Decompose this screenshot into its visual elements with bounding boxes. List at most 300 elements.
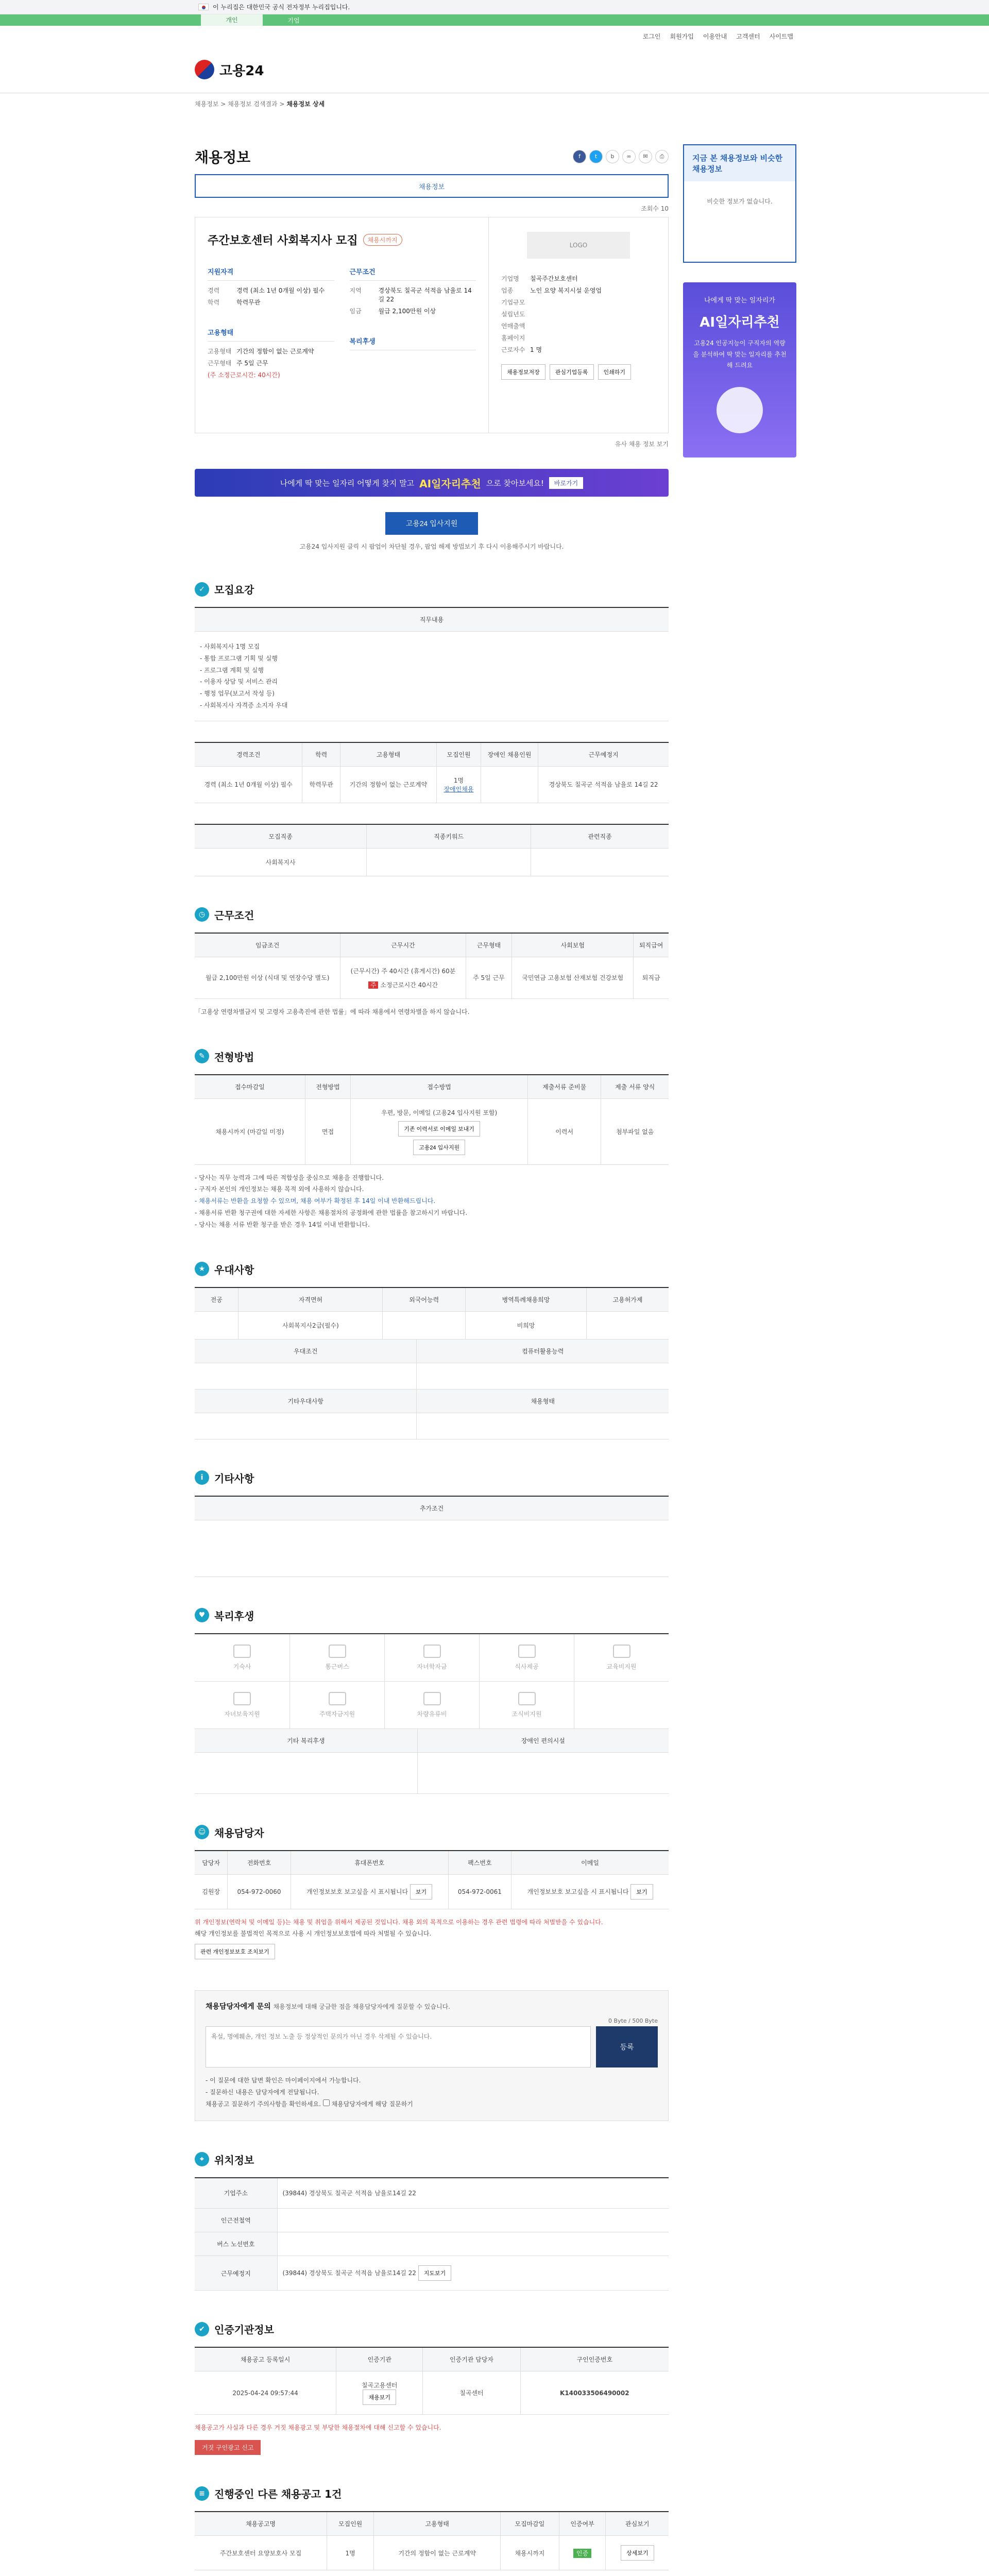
col-header: 장애인 편의시설: [417, 1729, 669, 1753]
cell: [195, 1311, 238, 1339]
section-title: 모집요강: [214, 584, 254, 596]
duty-line: - 프로그램 계획 및 실행: [200, 666, 264, 674]
duty-cell: [195, 632, 669, 721]
email-resume-button[interactable]: 기존 이력서로 이메일 보내기: [398, 1121, 480, 1137]
value: 학력무관: [236, 299, 261, 306]
job-title: 주간보호센터 사회복지사 모집: [208, 234, 358, 247]
col-header: 추가조건: [195, 1496, 669, 1520]
col-header: 제출 서류 양식: [601, 1075, 669, 1099]
cell: [559, 2536, 606, 2570]
car-icon: [423, 1692, 441, 1705]
col-header: 근무형태: [466, 933, 512, 957]
cell: 사회복지사2급(필수): [238, 1311, 383, 1339]
gov-banner: [0, 0, 989, 14]
section-title: 복리후생: [214, 1609, 254, 1622]
value: 경력 (최소 1년 0개월 이상) 필수: [236, 287, 325, 294]
welfare-item: [195, 1682, 289, 1729]
cell: 사회복지사: [195, 848, 367, 876]
cell: 비희망: [466, 1311, 587, 1339]
col-header: 근무시간: [340, 933, 466, 957]
section-title: 위치정보: [214, 2154, 254, 2166]
share-tools: [573, 150, 669, 163]
label: 근로자수: [501, 346, 525, 353]
welfare-item: [195, 1634, 289, 1682]
col-header: 인증기관 담당자: [423, 2347, 520, 2371]
cell: [436, 766, 481, 803]
breadcrumb-home[interactable]: 채용정보: [195, 100, 219, 108]
cell: [277, 2209, 669, 2232]
location-section: [195, 2152, 669, 2291]
cell: [417, 1752, 669, 1793]
contact-notes: [195, 1917, 669, 1960]
cell: 첨부파일 없음: [601, 1098, 669, 1164]
col-header: 채용형태: [417, 1389, 669, 1413]
question-input[interactable]: [206, 2026, 591, 2067]
label: 임금: [349, 308, 362, 315]
label: 연매출액: [501, 323, 525, 330]
value: [530, 333, 656, 342]
work-note: 「고용상 연령차별금지 및 고령자 고용촉진에 관한 법률」에 따라 채용에서 연령차별을 하지 않습니다.: [195, 1008, 470, 1015]
logo-icon: [195, 60, 214, 79]
cell: [195, 1363, 417, 1389]
occupation-table: [195, 824, 669, 876]
cell: [367, 848, 531, 876]
cell: [417, 1363, 669, 1389]
col-header: 직종키워드: [367, 824, 531, 849]
apply-note: 고용24 입사지원 클릭 시 팝업이 차단될 경우, 팝업 해제 방법보기 후 다시 이용해주시기 바랍니다.: [299, 543, 564, 550]
label: 학력: [208, 299, 220, 306]
col-header: 채용공고 등록일시: [195, 2347, 336, 2371]
main-content: [195, 144, 669, 2570]
page-title: 채용정보: [195, 149, 251, 166]
col-header: 기타 복리후생: [195, 1729, 417, 1753]
col-header: 모집인원: [436, 742, 481, 767]
education-icon: [613, 1645, 630, 1658]
clock-icon: ◷: [195, 907, 209, 922]
cell: 월급 2,100만원 이상 (식대 및 연장수당 별도): [195, 957, 340, 998]
col-header: 퇴직급여: [634, 933, 669, 957]
ask-title: 채용담당자에게 문의: [206, 2003, 271, 2011]
report-button[interactable]: 거짓 구인광고 신고: [195, 2440, 261, 2455]
col-header: 고용형태: [340, 742, 436, 767]
contact-section: [195, 1825, 669, 1960]
similar-jobs-panel: [683, 144, 796, 263]
cell: 퇴직금: [634, 957, 669, 998]
value: 월급 2,100만원 이상: [378, 308, 436, 315]
show-email-button[interactable]: 보기: [630, 1884, 653, 1900]
row-header: 버스 노선번호: [195, 2232, 277, 2256]
col-header: 모집직종: [195, 824, 367, 849]
facebook-icon[interactable]: f: [573, 150, 586, 163]
util-links: [0, 26, 989, 46]
cell: 기간의 정함이 없는 근로계약: [374, 2536, 501, 2570]
cert-table: [195, 2347, 669, 2415]
col-header: 우대조건: [195, 1340, 417, 1363]
note-line: - 당사는 직무 능력과 그에 따른 적합성을 중심으로 채용을 진행합니다.: [195, 1174, 384, 1181]
duty-table: [195, 607, 669, 721]
hours-note: (주 소정근로시간: 40시간): [208, 371, 280, 379]
cell: [291, 1874, 448, 1909]
label: 기업명: [501, 275, 519, 282]
ask-section: [195, 1990, 669, 2121]
process-apply-button[interactable]: 고용24 입사지원: [413, 1140, 465, 1155]
byte-count: 0 Byte / 500 Byte: [608, 2018, 658, 2025]
ad-body: 고용24 인공지능이 구직자의 역량을 분석하여 딱 맞는 일자리를 추천해 드려요: [693, 340, 787, 369]
ai-banner[interactable]: [195, 469, 669, 497]
location-table: [195, 2177, 669, 2291]
gift-icon: ♥: [195, 1608, 209, 1622]
col-header: 접수마감일: [195, 1075, 305, 1099]
value: [530, 310, 656, 318]
cell: [587, 1311, 669, 1339]
twitter-icon[interactable]: t: [589, 150, 603, 163]
address: (39844) 경상북도 칠곡군 석적읍 남율로14길 22: [282, 2269, 416, 2277]
similar-jobs-empty: 비슷한 정보가 없습니다.: [707, 198, 773, 205]
note-line: 위 개인정보(연락처 및 이메일 등)는 채용 및 취업을 위해서 제공된 것입니다. 채용 외의 목적으로 이용하는 경우 관련 법령에 따라 처벌받을 수 있습니다.: [195, 1918, 603, 1926]
welfare-label: 차량유류비: [417, 1710, 447, 1718]
duty-line: - 사회복지사 1명 모집: [200, 643, 260, 650]
cell: [511, 1874, 669, 1909]
cell: [417, 1413, 669, 1439]
welfare-label: 자녀보육지원: [224, 1710, 260, 1718]
note-line: - 질문하신 내용은 담당자에게 전달됩니다.: [206, 2088, 319, 2096]
cert-note: 채용공고가 사실과 다른 경우 거짓 채용광고 및 부당한 채용절차에 대해 신고할 수 있습니다.: [195, 2424, 441, 2432]
cell: 주 5일 근무: [466, 957, 512, 998]
col-header: 학력: [302, 742, 340, 767]
person-icon: ☺: [195, 1825, 209, 1839]
cell: 학력무관: [302, 766, 340, 803]
work-section: [195, 907, 669, 1018]
welfare-section: [195, 1608, 669, 1794]
submit-question-button[interactable]: 등록: [596, 2026, 658, 2067]
follow-company-button[interactable]: 관심기업등록: [550, 364, 594, 380]
process-icon: ✎: [195, 1049, 209, 1063]
ad-title: AI일자리추천: [700, 315, 780, 330]
mobile-hidden: 개인정보보호 보고싶을 시 표시됩니다: [306, 1888, 408, 1895]
contact-table: [195, 1850, 669, 1909]
welfare-table: [195, 1729, 669, 1794]
duty-line: - 통합 프로그램 기획 및 실행: [200, 654, 278, 662]
cell: 이력서: [528, 1098, 601, 1164]
cell: 국민연금 고용보험 산재보험 건강보험: [512, 957, 634, 998]
switch-personal[interactable]: 개인: [201, 14, 263, 26]
req-title: 지원자격: [208, 266, 334, 281]
recruit-table: [195, 742, 669, 803]
value: 경상북도 칠곡군 석적읍 남율로 14길 22: [378, 287, 472, 303]
duty-head: 직무내용: [195, 607, 669, 632]
ad-top-text: 나에게 딱 맞는 일자리가: [704, 297, 775, 304]
col-header: 채용공고명: [195, 2512, 327, 2536]
ask-checkbox[interactable]: [323, 2099, 330, 2106]
disabled-recruit-link[interactable]: 장애인채용: [444, 785, 474, 793]
meal-icon: [518, 1645, 536, 1658]
note-line: - 채용서류는 반환을 요청할 수 있으며, 채용 여부가 확정된 후 14일 이내 반환해드립니다.: [195, 1197, 436, 1205]
other-jobs-section: [195, 2486, 669, 2570]
bed-icon: [233, 1645, 251, 1658]
col-header: 전형방법: [305, 1075, 350, 1099]
cell: 2025-04-24 09:57:44: [195, 2371, 336, 2415]
cell: [606, 2536, 669, 2570]
login-link[interactable]: 로그인: [642, 32, 661, 40]
cell: [195, 1752, 417, 1793]
show-mobile-button[interactable]: 보기: [410, 1884, 432, 1900]
label: 고용형태: [208, 348, 232, 355]
hours-mark: 주: [368, 981, 379, 989]
email-hidden: 개인정보보호 보고싶을 시 표시됩니다: [527, 1888, 629, 1895]
welfare-label: 조식비지원: [511, 1710, 542, 1718]
note-line: 채용공고 질문하기 주의사항을 확인하세요.: [206, 2100, 321, 2108]
apply-method: 우편, 방문, 이메일 (고용24 입사지원 포함): [381, 1109, 498, 1116]
note-line: - 채용서류 반환 청구권에 대한 자세한 사항은 채용절차의 공정화에 관한 법률을 참고하시기 바랍니다.: [195, 1209, 468, 1216]
ai-recommend-ad[interactable]: [683, 282, 796, 457]
process-notes: [195, 1172, 669, 1231]
cell: 054-972-0061: [448, 1874, 511, 1909]
cell: 1명: [327, 2536, 374, 2570]
similar-jobs-title: 지금 본 채용정보와 비슷한 채용정보: [684, 145, 795, 181]
cell: 김원장: [195, 1874, 228, 1909]
col-header: 기타우대사항: [195, 1389, 417, 1413]
cell: [531, 848, 669, 876]
value: [530, 298, 656, 307]
apply-button[interactable]: 고용24 입사지원: [385, 512, 478, 535]
breakfast-icon: [518, 1692, 536, 1705]
col-header: 사회보험: [512, 933, 634, 957]
table-row[interactable]: [195, 2536, 669, 2570]
breadcrumb-results[interactable]: 채용정보 검색결과: [228, 100, 278, 108]
col-header: 팩스번호: [448, 1851, 511, 1875]
cond-title: 근무조건: [350, 266, 476, 281]
col-header: 전공: [195, 1287, 238, 1312]
note-line: - 이 질문에 대한 답변 확인은 마이페이지에서 가능합니다.: [206, 2077, 361, 2084]
sitemap-link[interactable]: 사이트맵: [769, 32, 793, 40]
row-header: 인근전철역: [195, 2209, 277, 2232]
cell[interactable]: 주간보호센터 요양보호사 모집: [195, 2536, 327, 2570]
etc-table: [195, 1496, 669, 1577]
deadline-badge: 채용시까지: [363, 234, 402, 246]
house-icon: [329, 1692, 346, 1705]
cell: 기간의 정함이 없는 근로계약: [340, 766, 436, 803]
label: 설립년도: [501, 311, 525, 318]
section-title: 근무조건: [214, 909, 254, 922]
welfare-label: 식사제공: [515, 1663, 539, 1670]
logo[interactable]: [0, 46, 989, 93]
col-header: 이메일: [511, 1851, 669, 1875]
hours: (근무시간) 주 40시간 (휴게시간) 60분: [350, 967, 456, 975]
tab-job-info[interactable]: 채용정보: [195, 174, 669, 198]
signup-link[interactable]: 회원가입: [670, 32, 694, 40]
info-icon: i: [195, 1470, 209, 1485]
pref-section: [195, 1262, 669, 1439]
welfare-item: [479, 1682, 574, 1729]
col-header: 인증여부: [559, 2512, 606, 2536]
cell: 면접: [305, 1098, 350, 1164]
col-header: 근무예정지: [538, 742, 669, 767]
col-header: 고용허가제: [587, 1287, 669, 1312]
label: 기업규모: [501, 299, 525, 306]
col-header: 장애인 채용인원: [481, 742, 538, 767]
welfare-grid: [195, 1633, 669, 1729]
cell: [336, 2371, 423, 2415]
star-icon: ★: [195, 1262, 209, 1276]
recruit-section: [195, 582, 669, 876]
other-jobs-table: [195, 2511, 669, 2570]
robot-icon: [717, 387, 763, 433]
duty-line: - 이용자 상담 및 서비스 관리: [200, 678, 278, 686]
col-header: 고용형태: [374, 2512, 501, 2536]
process-section: [195, 1049, 669, 1231]
row-header: 근무예정지: [195, 2256, 277, 2291]
welfare-item: [289, 1682, 384, 1729]
col-header: 구인인증번호: [520, 2347, 669, 2371]
gov-banner-text: 이 누리집은 대한민국 공식 전자정부 누리집입니다.: [213, 4, 350, 11]
cell: [195, 1413, 417, 1439]
welfare-title: 복리후생: [350, 336, 476, 350]
company-logo: LOGO: [527, 232, 630, 259]
pref-table-2: [195, 1340, 669, 1439]
switch-company[interactable]: 기업: [287, 16, 300, 24]
ask-check-label: 채용담당자에게 해당 질문하기: [331, 2100, 413, 2108]
col-header: 병역특례채용희망: [466, 1287, 587, 1312]
value: 1 명: [530, 346, 542, 353]
bus-icon: [329, 1645, 346, 1658]
duty-line: - 행정 업무(보고서 작성 등): [200, 690, 275, 698]
col-header: 휴대폰번호: [291, 1851, 448, 1875]
ask-sub: 채용정보에 대해 궁금한 점을 채용담당자에게 질문할 수 있습니다.: [273, 2003, 450, 2011]
welfare-label: 주택자금지원: [319, 1710, 355, 1718]
link-icon[interactable]: ∞: [622, 150, 636, 163]
company-name: 칠곡주간보호센터: [530, 275, 578, 282]
list-icon: ≡: [195, 2486, 209, 2501]
support-link[interactable]: 고객센터: [736, 32, 760, 40]
cell: 경상북도 칠곡군 석적읍 남율로 14길 22: [538, 766, 669, 803]
cell: 채용시까지 (마감일 미정): [195, 1098, 305, 1164]
cell: 칠곡센터: [423, 2371, 520, 2415]
label: 업종: [501, 287, 514, 294]
row-header: 기업주소: [195, 2178, 277, 2209]
welfare-item: [384, 1682, 479, 1729]
cert-section: [195, 2321, 669, 2455]
user-type-switch: [0, 14, 989, 26]
cell: [383, 1311, 466, 1339]
print-icon[interactable]: ⎙: [655, 150, 669, 163]
breadcrumb-current: 채용정보 상세: [286, 100, 325, 108]
cell: 채용시까지: [501, 2536, 559, 2570]
section-title: 전형방법: [214, 1050, 254, 1063]
graduation-icon: [423, 1645, 441, 1658]
welfare-label: 교육비지원: [606, 1663, 637, 1670]
note-line: - 구직자 본인의 개인정보는 채용 목적 외에 사용하지 않습니다.: [195, 1185, 364, 1193]
pref-table: [195, 1287, 669, 1340]
cell: 경력 (최소 1년 0개월 이상) 필수: [195, 766, 302, 803]
welfare-item: [574, 1634, 669, 1682]
banner-pre: 나에게 딱 맞는 일자리 어떻게 찾지 말고: [280, 478, 415, 488]
save-job-button[interactable]: 채용정보저장: [501, 364, 545, 380]
col-header: 전화번호: [228, 1851, 291, 1875]
welfare-item: [289, 1634, 384, 1682]
detail-button[interactable]: 상세보기: [621, 2545, 654, 2561]
col-header: 자격면허: [238, 1287, 383, 1312]
company-industry: 노인 요양 복지시설 운영업: [530, 287, 602, 294]
type-title: 고용형태: [208, 327, 334, 342]
cert-agency: 칠곡고용센터: [361, 2382, 398, 2389]
view-count: 조회수 10: [641, 205, 669, 212]
cert-number: K140033506490002: [520, 2371, 669, 2415]
print-button[interactable]: 인쇄하기: [598, 364, 632, 380]
col-header: 외국어능력: [383, 1287, 466, 1312]
blog-icon[interactable]: b: [606, 150, 619, 163]
count: 1명: [453, 776, 464, 784]
welfare-label: 자녀학자금: [417, 1663, 447, 1670]
label: 홈페이지: [501, 334, 525, 342]
work-table: [195, 933, 669, 999]
hours-note: 소정근로시간 40시간: [380, 981, 438, 989]
cell: [195, 1520, 669, 1577]
welfare-label: 기숙사: [233, 1663, 251, 1670]
banner-ai: AI일자리추천: [419, 477, 481, 490]
flag-icon: [198, 4, 209, 10]
guide-link[interactable]: 이용안내: [703, 32, 727, 40]
note-line: - 당사는 채용 서류 반환 청구를 받은 경우 14일 이내 반환합니다.: [195, 1221, 370, 1228]
etc-section: [195, 1470, 669, 1577]
cell: [351, 1098, 528, 1164]
cell: 054-972-0060: [228, 1874, 291, 1909]
value: [530, 321, 656, 330]
col-header: 인증기관: [336, 2347, 423, 2371]
col-header: 관련직종: [531, 824, 669, 849]
childcare-icon: [233, 1692, 251, 1705]
section-title: 채용담당자: [214, 1826, 264, 1839]
section-title: 진행중인 다른 채용공고 1건: [214, 2488, 342, 2501]
col-header: 담당자: [195, 1851, 228, 1875]
job-summary-card: [195, 217, 669, 433]
label: 지역: [349, 287, 362, 294]
section-title: 기타사항: [214, 1472, 254, 1485]
col-header: 관심보기: [606, 2512, 669, 2536]
privacy-button[interactable]: 관련 개인정보보호 조치보기: [195, 1944, 275, 1959]
cert-view-button[interactable]: 채용보기: [363, 2389, 396, 2405]
ask-notes: [206, 2075, 658, 2110]
welfare-item: [384, 1634, 479, 1682]
note-line: 해당 개인정보를 불법적인 목적으로 사용 시 개인정보보호법에 따라 처벌될 수 있습니다.: [195, 1930, 432, 1938]
cell: [481, 766, 538, 803]
col-header: 컴퓨터활용능력: [417, 1340, 669, 1363]
col-header: 접수방법: [351, 1075, 528, 1099]
section-title: 우대사항: [214, 1263, 254, 1276]
col-header: 모집마감일: [501, 2512, 559, 2536]
welfare-label: 통근버스: [325, 1663, 349, 1670]
cell: [277, 2256, 669, 2291]
recruit-icon: ✓: [195, 582, 209, 597]
cell: (39844) 경상북도 칠곡군 석적읍 남율로14길 22: [277, 2178, 669, 2209]
col-header: 제출서류 준비물: [528, 1075, 601, 1099]
process-table: [195, 1074, 669, 1165]
col-header: 경력조건: [195, 742, 302, 767]
similar-link[interactable]: 유사 채용 정보 보기: [615, 440, 669, 448]
cert-badge: 인증: [573, 2549, 591, 2558]
map-button[interactable]: 지도보기: [418, 2265, 452, 2281]
breadcrumb: 채용정보 > 채용정보 검색결과 > 채용정보 상세: [195, 100, 325, 108]
value: 주 5일 근무: [236, 360, 268, 367]
banner-button[interactable]: 바로가기: [549, 477, 583, 489]
welfare-item: [574, 1682, 669, 1729]
col-header: 임금조건: [195, 933, 340, 957]
label: 경력: [208, 287, 220, 294]
section-title: 인증기관정보: [214, 2324, 274, 2336]
col-header: 모집인원: [327, 2512, 374, 2536]
mail-icon[interactable]: ✉: [639, 150, 652, 163]
certificate-icon: ✔: [195, 2322, 209, 2336]
welfare-item: [479, 1634, 574, 1682]
